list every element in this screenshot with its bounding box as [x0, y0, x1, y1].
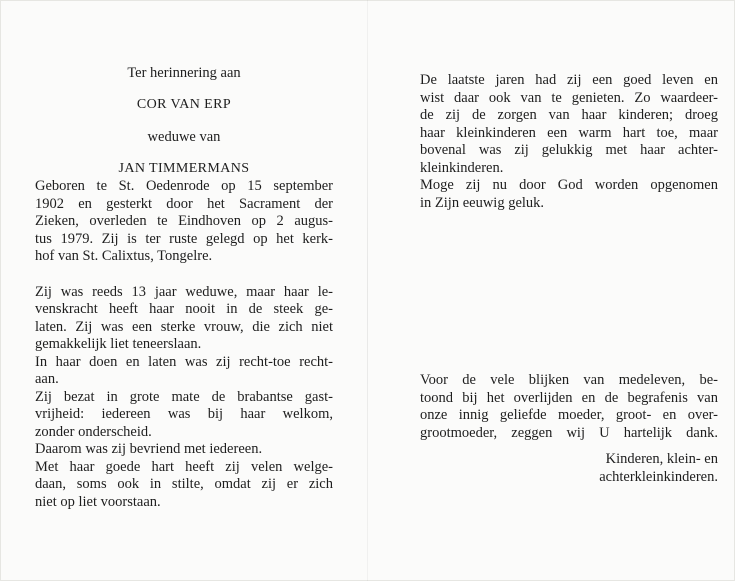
- tribute-line: daan, soms ook in stilte, omdat zij er zich: [35, 476, 333, 492]
- thanks-line: Voor de vele blijken van medeleven, be-: [420, 372, 718, 388]
- left-page: [35, 64, 333, 511]
- card-fold: [367, 0, 368, 581]
- bio-line: tus 1979. Zij is ter ruste gelegd op het kerk-: [35, 230, 333, 247]
- last-years-line: Moge zij nu door God worden opgenomen: [420, 177, 718, 193]
- signature-block: [420, 451, 718, 486]
- last-years-line: wist daar ook van te genieten. Zo waardeer-: [420, 89, 718, 106]
- bio-line: Geboren te St. Oedenrode op 15 september: [35, 178, 333, 194]
- thanks-paragraph: [420, 372, 718, 442]
- relation-line: weduwe van: [147, 129, 221, 145]
- tribute-line: niet op liet voorstaan.: [35, 493, 161, 510]
- bio-line: 1902 en gesterkt door het Sacrament der: [35, 195, 333, 212]
- last-years-line: haar kleinkinderen een warm hart toe, maar: [420, 124, 718, 141]
- biography-paragraph: [35, 178, 333, 266]
- last-years-line: De laatste jaren had zij een goed leven en: [420, 72, 718, 88]
- last-years-paragraph: [420, 72, 718, 212]
- tribute-line: laten. Zij was een sterke vrouw, die zich niet: [35, 318, 333, 335]
- deceased-name: COR VAN ERP: [136, 97, 232, 112]
- last-years-line: kleinkinderen.: [420, 159, 504, 176]
- tribute-line: Zij was reeds 13 jaar weduwe, maar haar le-: [35, 283, 333, 300]
- tribute-line: aan.: [35, 371, 59, 387]
- intro-line: Ter herinnering aan: [127, 65, 241, 81]
- tribute-line: zonder onderscheid.: [35, 423, 152, 440]
- thanks-line: grootmoeder, zeggen wij U hartelijk dank.: [420, 424, 718, 441]
- tribute-paragraph: [35, 284, 333, 512]
- signature-line: achterkleinkinderen.: [599, 468, 718, 485]
- thanks-line: toond bij het overlijden en de begrafenis van: [420, 389, 718, 406]
- signature-line: Kinderen, klein- en: [605, 451, 718, 467]
- tribute-line: venskracht heeft haar nooit in de steek ge-: [35, 301, 333, 317]
- tribute-line: gemakkelijk liet teneerslaan.: [35, 336, 202, 352]
- last-years-line: bovenal was zij gelukkig met haar achter-: [420, 142, 718, 158]
- spouse-name: JAN TIMMERMANS: [118, 161, 250, 176]
- tribute-line: In haar doen en laten was zij recht-toe recht-: [35, 353, 333, 370]
- tribute-line: Zij bezat in grote mate de brabantse gast-: [35, 388, 333, 405]
- tribute-line: vrijheid: iedereen was bij haar welkom,: [35, 406, 333, 422]
- last-years-line: in Zijn eeuwig geluk.: [420, 194, 545, 211]
- tribute-line: Met haar goede hart heeft zij velen welge-: [35, 458, 333, 475]
- last-years-line: de zij de zorgen van haar kinderen; droeg: [420, 107, 718, 123]
- right-page: [420, 72, 718, 212]
- bio-line: hof van St. Calixtus, Tongelre.: [35, 248, 213, 264]
- bio-line: Zieken, overleden te Eindhoven op 2 augus-: [35, 213, 333, 229]
- tribute-line: Daarom was zij bevriend met iedereen.: [35, 441, 263, 457]
- thanks-line: onze innig geliefde moeder, groot- en over-: [420, 407, 718, 423]
